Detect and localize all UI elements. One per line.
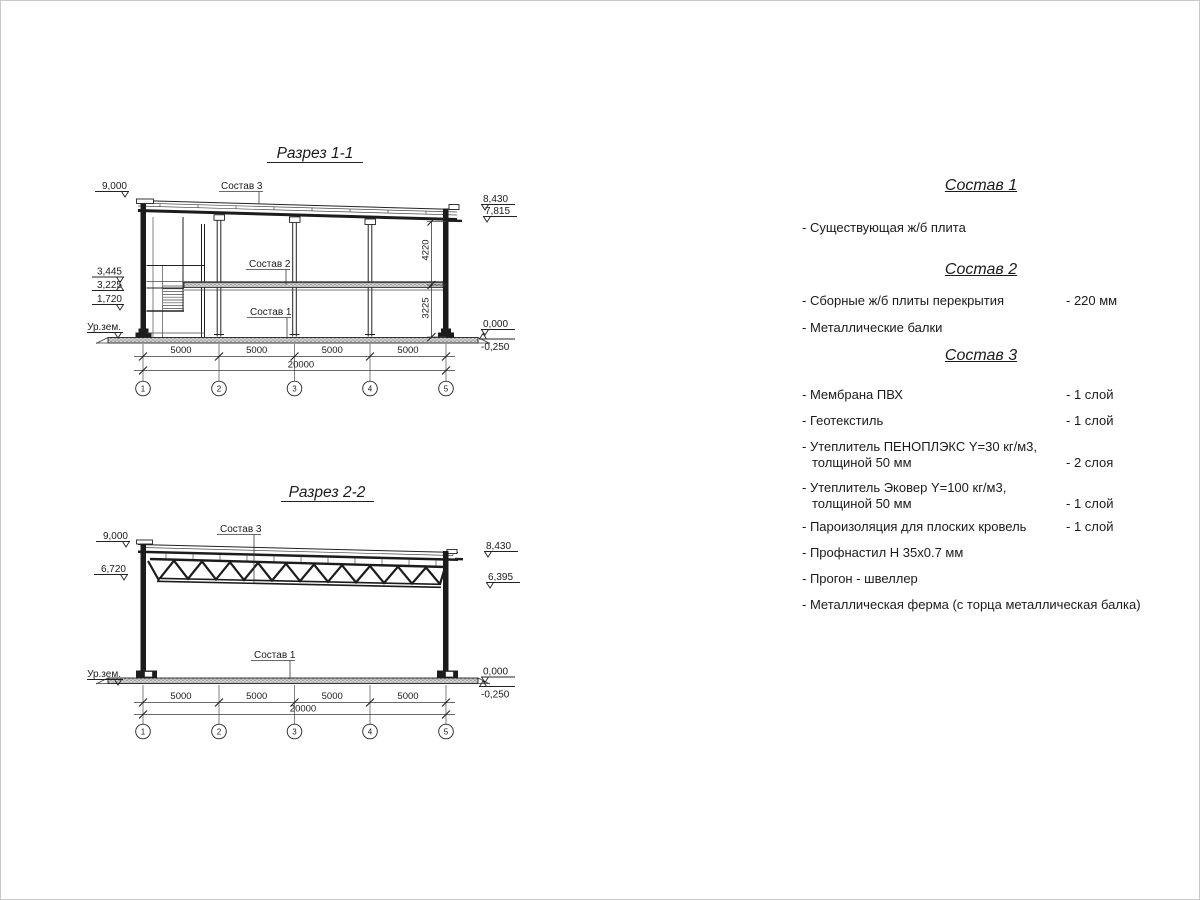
s1-elev-9000: 9,000 [101,181,127,192]
legend-item: - Существующая ж/б плита [802,220,966,235]
s2-total-dim: 20000 [289,703,317,715]
s2-roof-assembly [138,545,463,562]
legend-item: - Утеплитель ПЕНОПЛЭКС Y=30 кг/м3, [802,439,1038,454]
s1-title-group [267,145,363,163]
legend-item: - Мембрана ПВХ [802,387,903,402]
s2-elev-0000: 0,000 [483,666,509,678]
legend-item-line2: толщиной 50 мм [812,455,912,470]
s1-elev-1720: 1,720 [96,294,122,305]
s2-sostav3-label: Состав 3 [220,524,262,535]
s1-total-dim: 20000 [287,359,315,371]
s2-bay-dim-2: 5000 [246,691,268,702]
s1-interior-columns [217,221,372,337]
s1-roof-right-endplate [449,205,459,210]
legend-item-line2: толщиной 50 мм [812,496,912,511]
legend-item-qty: - 1 слой [1066,519,1114,534]
s2-axis-1: 1 [140,727,146,737]
s1-ground-slab [96,338,490,344]
legend-item-qty: - 2 слоя [1066,455,1114,470]
s2-ground-label: Ур.зем. [87,669,121,680]
s1-axis-bubbles [136,381,454,396]
s2-bay-dim-1: 5000 [170,691,192,702]
legend-heading-sostav2: Состав 2 [944,261,1018,278]
s1-bay-dim-3: 5000 [321,345,343,356]
s1-left-wall [141,200,147,338]
s2-bay-dim-3: 5000 [321,691,343,702]
legend-heading-sostav1: Состав 1 [944,177,1018,194]
s1-elevation-marks-left [87,181,129,338]
legend-item: - Металлические балки [802,320,943,335]
s2-axis-2: 2 [216,727,222,737]
s1-roof-assembly [138,201,462,225]
s2-elev-8430: 8,430 [486,541,512,552]
legend-item-qty: - 1 слой [1066,496,1114,511]
s2-elev-9000: 9,000 [102,531,128,542]
s2-right-wall [443,551,449,679]
s1-axis-4: 4 [367,384,373,394]
s1-right-wall [443,209,449,338]
section-1-1-drawing [80,140,545,402]
s2-elev-minus0250: -0,250 [481,689,510,701]
legend-item: - Профнастил Н 35х0.7 мм [802,545,964,560]
s1-elev-3445: 3,445 [96,266,122,278]
s2-title-group [281,484,374,502]
s1-elev-8430: 8,430 [483,194,509,205]
s2-axis-4: 4 [367,727,373,737]
s1-axis-1: 1 [140,384,146,394]
legend-item: - Геотекстиль [802,413,884,428]
s2-elev-6395: 6,395 [488,572,514,583]
legend-item: - Пароизоляция для плоских кровель [802,519,1027,534]
legend-item: - Утеплитель Эковер Y=100 кг/м3, [802,480,1007,495]
s1-elev-7815: 7,815 [485,206,511,217]
s2-sostav1-label: Состав 1 [254,650,296,661]
s2-axis-bubbles [136,724,454,739]
s2-bay-dim-4: 5000 [397,691,419,702]
s1-bay-dim-1: 5000 [170,345,192,356]
s1-axis-5: 5 [443,384,449,394]
s2-ground-slab [96,678,490,684]
legend-item-qty: - 1 слой [1066,387,1114,402]
legend-item: - Металлическая ферма (с торца металлическая балка) [802,597,1141,612]
s1-elevation-marks-right [479,194,517,353]
s1-sostav3-label: Состав 3 [221,181,263,192]
s2-title: Разрез 2-2 [288,484,366,501]
s2-axis-5: 5 [443,727,449,737]
s1-axis-3: 3 [292,384,297,394]
s2-elevation-marks-right [479,541,520,701]
s2-elevation-marks-left [87,531,130,685]
s1-vertical-dimensions [421,218,447,342]
legend-item: - Сборные ж/б плиты перекрытия [802,293,1005,308]
legend-heading-sostav3: Состав 3 [944,347,1018,364]
section-2-2-drawing [80,480,545,755]
s1-title: Разрез 1-1 [276,145,354,162]
s1-dim-3225: 3225 [420,297,432,319]
s1-elev-minus0250: -0,250 [481,342,510,353]
s1-sostav1-label: Состав 1 [250,307,292,318]
s1-sostav2-label: Состав 2 [249,259,291,270]
s1-elev-0000: 0,000 [483,319,509,330]
s1-ground-label: Ур.зем. [87,322,121,333]
s1-dim-4220: 4220 [420,239,432,261]
s1-bay-dim-2: 5000 [246,345,268,356]
legend-item: - Прогон - швеллер [802,571,918,586]
s1-middle-slab [147,282,444,291]
s1-bottom-dimensions [134,344,455,396]
legend-item-qty: - 1 слой [1066,413,1114,428]
legend-item-qty: - 220 мм [1066,293,1118,308]
s1-elev-3225: 3,225 [96,280,122,291]
s2-bottom-dimensions [134,685,455,739]
s2-axis-3: 3 [292,727,297,737]
s1-axis-2: 2 [216,384,222,394]
s1-stairs [147,217,205,337]
s2-elev-6720: 6,720 [100,564,126,575]
s2-left-wall [141,541,147,679]
s1-bay-dim-4: 5000 [397,345,419,356]
